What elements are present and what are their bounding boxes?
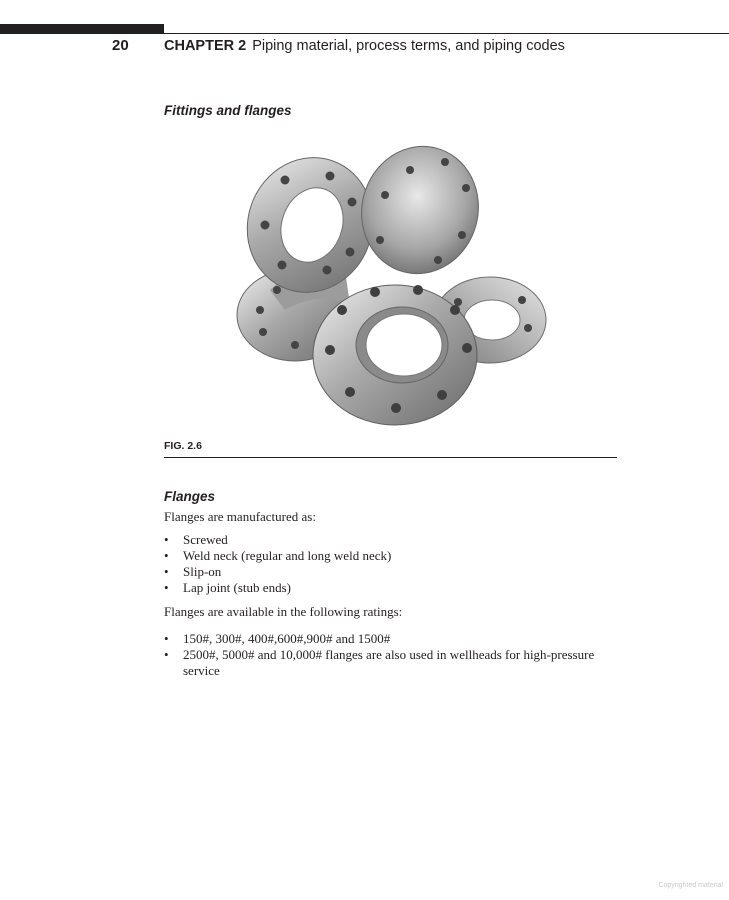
header-rule <box>164 33 729 34</box>
flanges-heading: Flanges <box>164 489 216 504</box>
flanges-figure <box>230 140 560 440</box>
figure-label: FIG. 2.6 <box>164 440 202 452</box>
chapter-label: CHAPTER 2 <box>164 38 247 54</box>
list-item: • 150#, 300#, 400#,600#,900# and 1500# <box>164 631 391 646</box>
flange-ratings-list <box>164 631 620 679</box>
section-title: Fittings and flanges <box>164 103 292 118</box>
copyright-notice: Copyrighted material <box>658 882 723 889</box>
bullet-icon: • <box>164 564 169 579</box>
list-item: • 2500#, 5000# and 10,000# flanges are also used in wellheads for high-pressure service <box>164 647 595 678</box>
chapter-title: Piping material, process terms, and piping codes <box>252 38 565 54</box>
list-item: • Weld neck (regular and long weld neck) <box>164 548 392 563</box>
flange-front <box>313 285 477 425</box>
bullet-icon: • <box>164 631 169 646</box>
flange-blind <box>347 140 492 287</box>
list-item: • Screwed <box>164 532 228 547</box>
bullet-icon: • <box>164 580 169 595</box>
bullet-icon: • <box>164 548 169 563</box>
flanges-photo-icon <box>230 140 560 440</box>
flanges-intro: Flanges are manufactured as: <box>164 509 316 524</box>
figure-rule <box>164 457 617 458</box>
list-item: • Slip-on <box>164 564 222 579</box>
bullet-icon: • <box>164 647 169 662</box>
header-bar <box>0 24 164 34</box>
list-item: • Lap joint (stub ends) <box>164 580 291 595</box>
page-number: 20 <box>112 37 129 54</box>
running-head <box>164 38 565 54</box>
flange-types-list <box>164 532 620 596</box>
ratings-intro: Flanges are available in the following ratings: <box>164 604 403 619</box>
bullet-icon: • <box>164 532 169 547</box>
